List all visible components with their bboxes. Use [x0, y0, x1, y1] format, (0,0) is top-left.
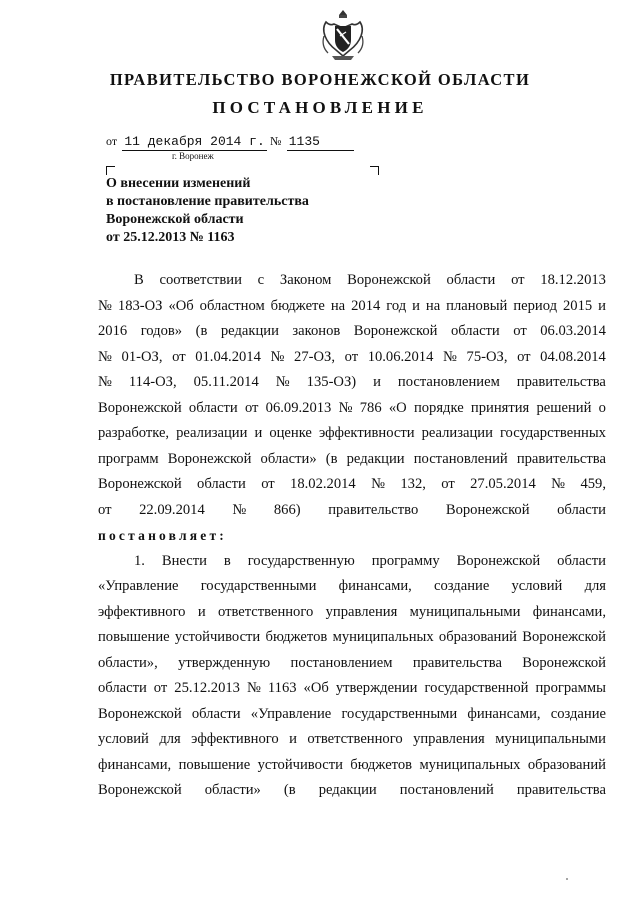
body-word: образований: [438, 629, 517, 645]
body-word: 1163: [267, 680, 297, 696]
body-word: №: [551, 476, 566, 492]
body-word: №: [270, 348, 285, 365]
body-word: от: [344, 348, 359, 365]
body-word: утвержденную: [178, 654, 271, 671]
body-word: от: [441, 476, 455, 492]
body-word: и: [412, 297, 420, 314]
body-word: оценке: [269, 425, 312, 441]
body-word: Воронежской: [445, 501, 530, 518]
document-subject: [106, 175, 366, 247]
document-city: г. Воронеж: [172, 151, 214, 161]
body-word: №: [338, 399, 353, 416]
body-word: 1.: [134, 552, 145, 569]
body-word: государственных: [499, 425, 606, 441]
body-word: 2015: [562, 297, 593, 314]
subject-line: Воронежской области: [106, 212, 244, 227]
body-word: Воронежской: [522, 654, 606, 671]
body-line: [98, 447, 606, 473]
body-word: создание: [434, 578, 490, 594]
body-word: на: [330, 297, 346, 314]
body-word: бюджете: [270, 297, 325, 314]
body-word: год: [386, 297, 407, 314]
body-word: №: [371, 476, 385, 492]
body-word: государственными: [200, 578, 317, 594]
body-word: «Об: [303, 680, 329, 696]
body-word: (в: [195, 323, 208, 339]
body-line: [98, 421, 606, 447]
body-line: [98, 651, 606, 677]
body-word: (в: [283, 782, 296, 798]
body-word: №: [275, 374, 290, 390]
body-word: эффективного: [191, 731, 279, 747]
body-word: 27.05.2014: [470, 476, 536, 492]
body-word: 18.02.2014: [290, 476, 356, 492]
body-word: Воронежской: [353, 323, 438, 339]
body-word: «О: [388, 399, 407, 416]
body-word: 2016: [98, 323, 128, 339]
body-line: [98, 702, 606, 728]
body-word: правительство: [328, 501, 419, 518]
body-word: 2014: [351, 297, 381, 314]
body-line: [98, 396, 606, 422]
body-word: от: [517, 348, 531, 365]
body-word: порядке: [413, 399, 464, 416]
body-line: [98, 319, 606, 345]
body-word: области: [446, 272, 496, 288]
body-line: [98, 600, 606, 626]
date-prefix: от: [106, 134, 118, 148]
body-word: эффективности: [318, 425, 415, 441]
body-line: [98, 574, 606, 600]
body-word: и: [197, 603, 206, 620]
body-word: (в: [325, 450, 338, 467]
body-word: области: [188, 399, 238, 416]
body-word: и: [254, 425, 263, 441]
body-line: [98, 676, 606, 702]
body-word: 01-ОЗ,: [121, 348, 163, 365]
body-word: ответственного: [307, 731, 403, 747]
body-word: управления: [413, 731, 485, 747]
body-word: правительства: [516, 450, 606, 467]
body-line: [98, 294, 606, 320]
body-word: «Об: [168, 297, 194, 314]
body-word: бюджетов: [265, 629, 328, 645]
body-word: от: [261, 476, 275, 492]
body-word: №: [98, 374, 112, 390]
body-word: Воронежской: [347, 272, 431, 288]
body-word: области: [197, 476, 246, 492]
body-word: редакции: [220, 323, 279, 339]
body-word: финансами,: [532, 603, 606, 620]
body-line: [98, 345, 606, 371]
body-word: управления: [325, 603, 398, 620]
body-line: [98, 778, 606, 804]
body-word: программ: [98, 450, 159, 467]
body-line: [98, 472, 606, 498]
date-number-line: [106, 133, 354, 151]
body-word: утверждении: [335, 680, 418, 696]
number-label: №: [270, 134, 282, 148]
body-word: 75-ОЗ,: [466, 348, 508, 365]
body-word: редакции: [346, 450, 405, 467]
body-word: период: [513, 297, 558, 314]
body-word: 10.06.2014: [367, 348, 434, 365]
body-word: областном: [199, 297, 265, 314]
body-word: от: [98, 501, 112, 518]
body-word: от: [511, 272, 525, 288]
body-word: области: [557, 552, 606, 569]
body-word: для: [584, 578, 606, 594]
body-word: повышение: [98, 629, 170, 645]
body-word: области: [450, 323, 500, 339]
body-word: создание: [550, 705, 606, 722]
body-word: от: [172, 348, 186, 365]
body-word: годов»: [140, 323, 183, 339]
body-word: 786: [359, 399, 382, 416]
body-word: Воронежской: [98, 399, 182, 416]
subject-bracket-right: [370, 166, 379, 175]
body-word: программы: [535, 680, 606, 696]
body-word: и: [598, 297, 606, 314]
body-word: 22.09.2014: [139, 501, 205, 518]
body-word: №: [246, 680, 261, 696]
body-word: постановлений: [413, 450, 508, 467]
body-word: государственными: [341, 705, 458, 722]
body-line: [98, 370, 606, 396]
body-word: образований: [527, 756, 606, 773]
body-word: 183-ОЗ: [117, 297, 163, 314]
document-body: [98, 268, 606, 804]
subject-bracket-left: [106, 166, 115, 175]
body-word: от: [153, 680, 168, 696]
body-word: от: [244, 399, 259, 416]
body-word: Воронежской: [98, 782, 182, 798]
document-type: ПОСТАНОВЛЕНИЕ: [212, 98, 428, 117]
body-word: соответствии: [159, 272, 242, 288]
body-word: муниципальными: [495, 731, 606, 747]
body-word: с: [257, 272, 265, 288]
coat-of-arms-icon: [318, 6, 368, 64]
body-word: 06.03.2014: [540, 323, 606, 339]
body-word: №: [232, 501, 247, 518]
body-word: правительства: [412, 654, 502, 671]
body-word: 04.08.2014: [540, 348, 606, 365]
body-word: Воронежской: [167, 450, 252, 467]
body-word: муниципальными: [409, 603, 521, 620]
body-word: 114-ОЗ,: [128, 374, 177, 390]
body-word: правительства: [516, 782, 606, 798]
body-word: эффективного: [98, 603, 186, 620]
body-word: Воронежской: [98, 476, 182, 492]
body-line: [98, 498, 606, 524]
body-word: условий: [98, 731, 149, 747]
body-word: финансами,: [467, 705, 541, 722]
body-word: Законом: [279, 272, 332, 288]
body-word: и: [373, 374, 381, 390]
body-word: разработке,: [98, 425, 170, 441]
subject-line: от 25.12.2013 № 1163: [106, 230, 235, 245]
body-line: [98, 523, 606, 549]
body-word: 135-ОЗ): [306, 374, 357, 390]
body-word: принятия: [470, 399, 530, 416]
body-line: [98, 753, 606, 779]
subject-line: в постановление правительства: [106, 194, 309, 209]
body-word: бюджетов: [350, 756, 413, 773]
body-word: №: [442, 348, 457, 365]
body-word: повышение: [178, 756, 251, 773]
body-word: области»: [260, 450, 317, 467]
body-word: «Управление: [98, 578, 179, 594]
body-word: 18.12.2013: [540, 272, 606, 288]
body-word: от: [513, 323, 527, 339]
body-word: 132,: [400, 476, 426, 492]
body-word: постановлением: [290, 654, 393, 671]
body-word: 25.12.2013: [174, 680, 240, 696]
body-line: [98, 549, 606, 575]
body-word: Воронежской: [456, 552, 541, 569]
body-line: [98, 268, 606, 294]
body-word: Воронежской: [522, 629, 606, 645]
body-word: реализации: [421, 425, 493, 441]
body-word: для: [159, 731, 181, 747]
body-word: устойчивости: [257, 756, 343, 773]
body-word: 866): [273, 501, 301, 518]
body-word: правительства: [516, 374, 606, 390]
body-word: области: [557, 501, 606, 518]
body-word: финансами,: [98, 756, 172, 773]
body-word: постановлений: [399, 782, 494, 798]
body-word: муниципальных: [332, 629, 434, 645]
body-word: реализации: [176, 425, 248, 441]
body-word: 459,: [580, 476, 606, 492]
body-word: №: [98, 348, 112, 365]
body-word: В: [134, 272, 144, 288]
body-word: №: [98, 297, 112, 314]
body-word: области»,: [98, 654, 158, 671]
body-word: государственной: [424, 680, 529, 696]
body-word: 06.09.2013: [265, 399, 332, 416]
body-word: области: [191, 705, 241, 722]
body-word: редакции: [318, 782, 377, 798]
body-word: 05.11.2014: [193, 374, 259, 390]
body-word: программу: [371, 552, 440, 569]
body-word: 01.04.2014: [195, 348, 261, 365]
body-word: условий: [511, 578, 563, 594]
body-word: на: [425, 297, 441, 314]
body-word: Воронежской: [98, 705, 182, 722]
body-word: плановый: [446, 297, 508, 314]
scan-speck: [566, 878, 568, 880]
body-word: 27-ОЗ,: [294, 348, 335, 365]
subject-line: О внесении изменений: [106, 176, 251, 191]
body-line: [98, 727, 606, 753]
body-word: устойчивости: [174, 629, 261, 645]
body-word: финансами,: [338, 578, 412, 594]
body-line: [98, 625, 606, 651]
body-word: законов: [292, 323, 341, 339]
body-word: решений: [536, 399, 592, 416]
government-title: ПРАВИТЕЛЬСТВО ВОРОНЕЖСКОЙ ОБЛАСТИ: [109, 70, 531, 89]
body-word: о: [598, 399, 606, 416]
body-word: ответственного: [217, 603, 314, 620]
resolves-word: постановляет:: [98, 528, 227, 543]
body-word: Внести: [161, 552, 207, 569]
document-date: 11 декабря 2014 г.: [124, 134, 265, 149]
body-word: области: [98, 680, 147, 696]
body-word: государственную: [247, 552, 355, 569]
body-word: постановлением: [397, 374, 500, 390]
document-number: 1135: [287, 134, 354, 151]
body-word: «Управление: [250, 705, 332, 722]
body-word: области»: [204, 782, 261, 798]
body-word: и: [289, 731, 297, 747]
body-word: муниципальных: [419, 756, 521, 773]
body-word: в: [223, 552, 231, 569]
